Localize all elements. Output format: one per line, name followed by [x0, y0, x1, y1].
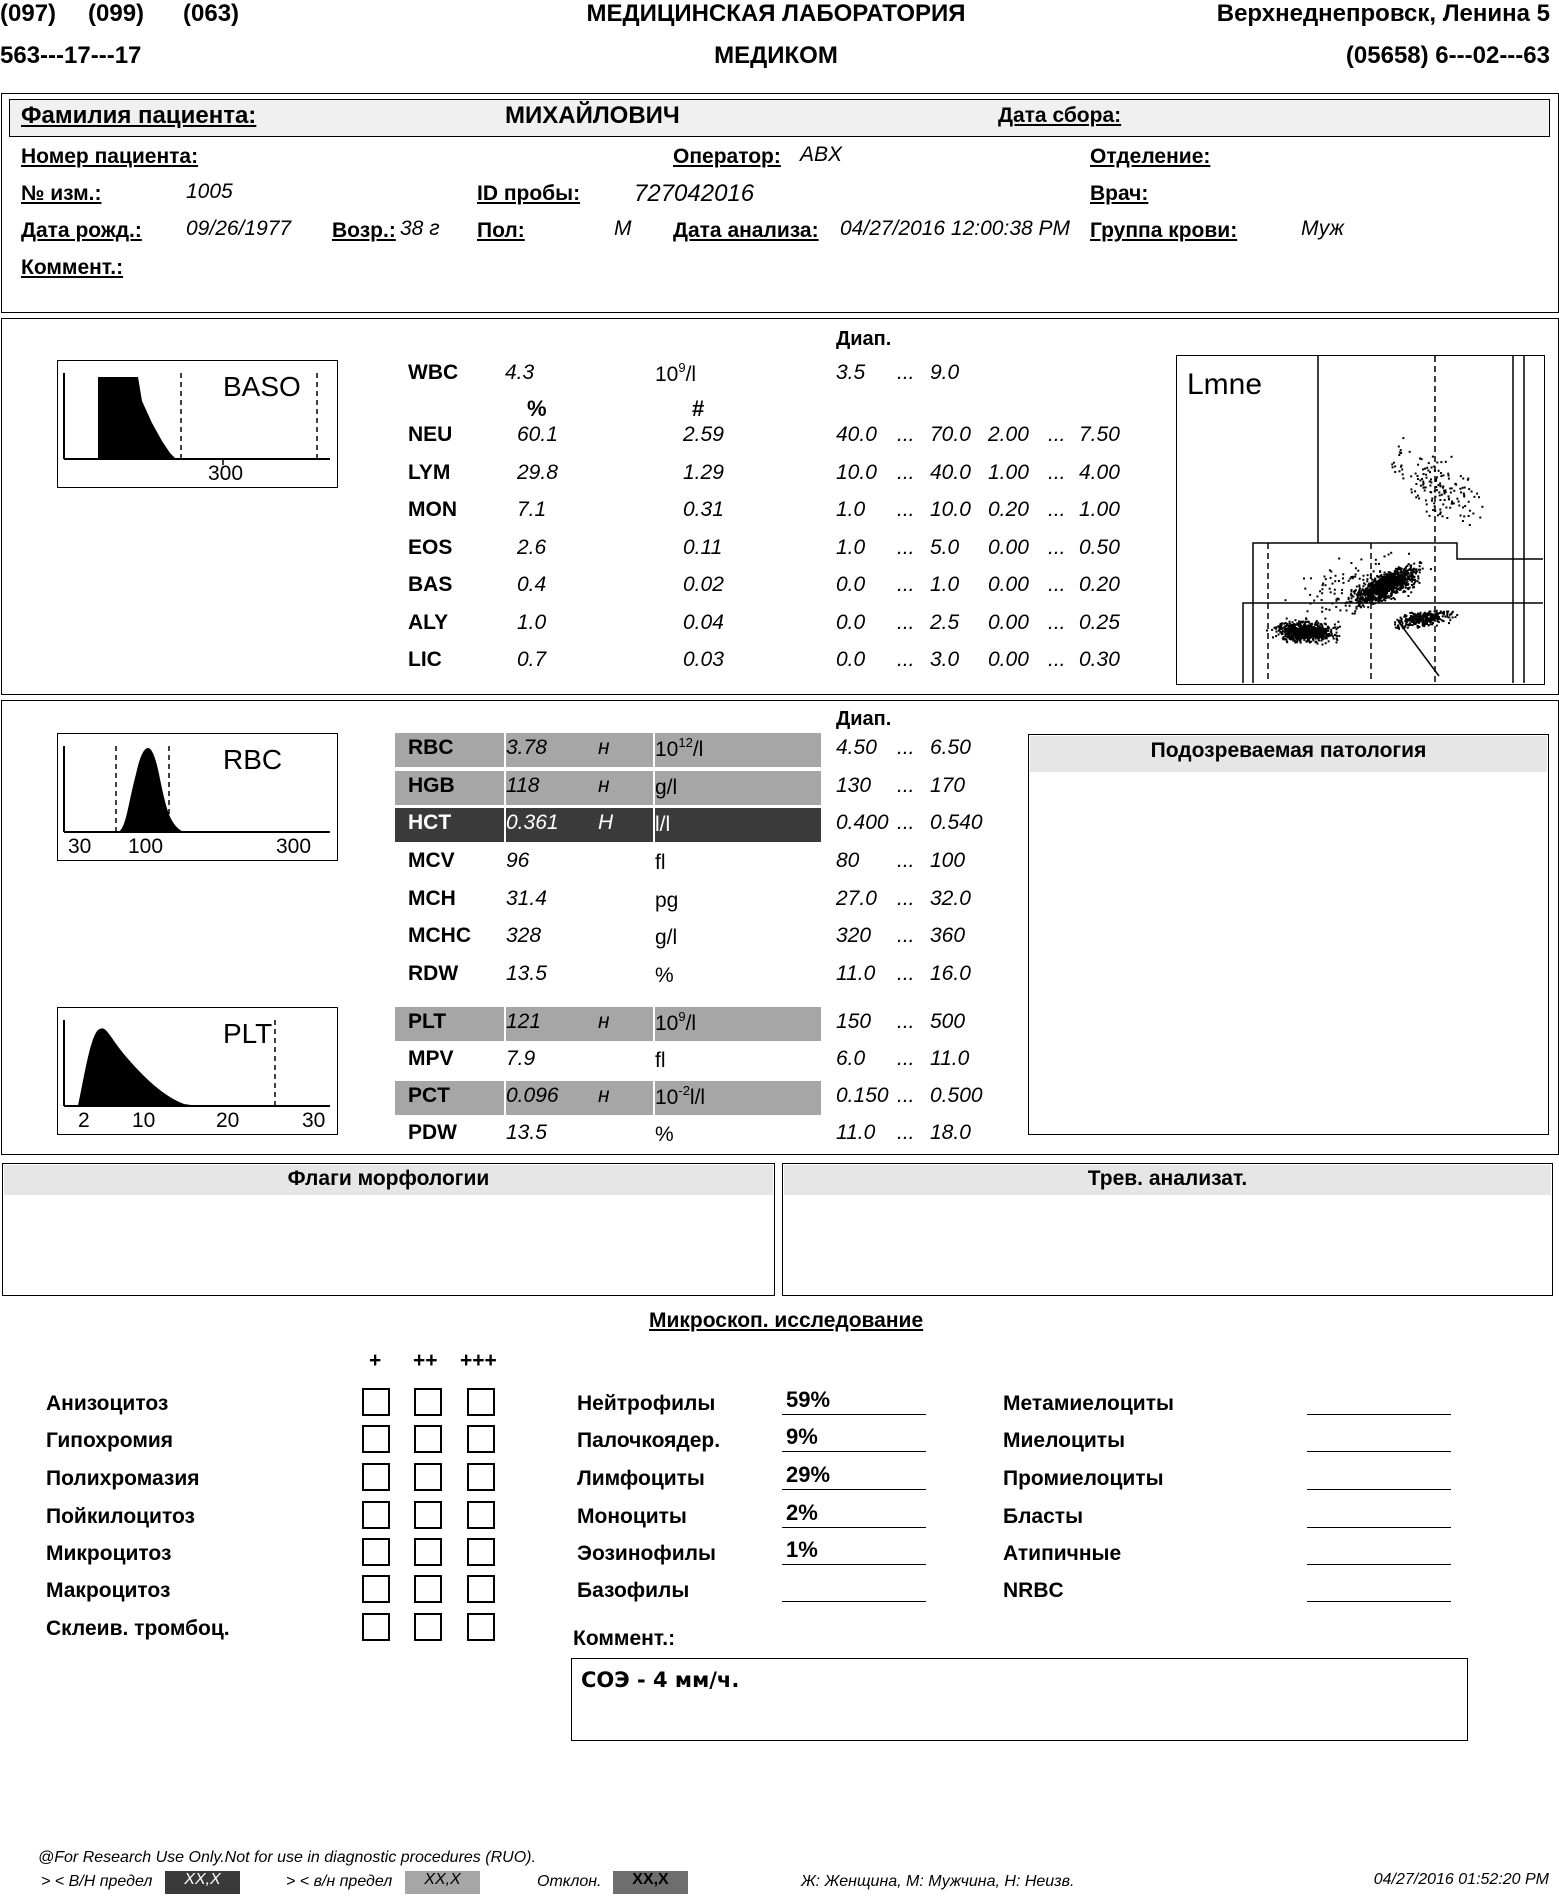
- cell-count-line: [1307, 1451, 1451, 1452]
- diff-range-pct-high: 10.0: [930, 498, 971, 521]
- phone-number-right: (05658) 6---02---63: [1345, 42, 1550, 69]
- param-unit: pg: [655, 889, 679, 912]
- diff-absolute: 0.11: [683, 536, 723, 559]
- diff-percent: 29.8: [517, 461, 558, 484]
- param-name: MCV: [408, 849, 455, 872]
- wbc-range-low: 3.5: [836, 361, 866, 384]
- param-range-low: 6.0: [836, 1047, 866, 1070]
- param-name: MCHC: [408, 924, 471, 947]
- cell-count-line: [1307, 1601, 1451, 1602]
- diff-absolute: 0.31: [683, 498, 724, 521]
- param-unit: g/l: [655, 926, 678, 949]
- param-range-low: 150: [836, 1010, 872, 1033]
- cell-count-line: [1307, 1527, 1451, 1528]
- range-dots: ...: [897, 648, 915, 671]
- diff-name: NEU: [408, 423, 453, 446]
- baso-histogram-tick: 300: [208, 462, 244, 485]
- cell-count-label: Атипичные: [1003, 1542, 1122, 1565]
- diff-range-pct-low: 0.0: [836, 573, 866, 596]
- diff-range-pct-low: 40.0: [836, 423, 877, 446]
- param-flag: н: [598, 1010, 610, 1033]
- param-range-low: 4.50: [836, 736, 877, 759]
- grade-checkbox[interactable]: [467, 1501, 495, 1529]
- wbc-range-header: Диап.: [836, 328, 892, 350]
- diff-absolute: 0.04: [683, 611, 724, 634]
- diff-absolute: 0.02: [683, 573, 724, 596]
- diff-range-pct-low: 0.0: [836, 611, 866, 634]
- param-range-high: 100: [930, 849, 966, 872]
- phone-code-2: (099): [88, 0, 145, 27]
- cell-count-label: Миелоциты: [1003, 1429, 1126, 1452]
- grade-checkbox[interactable]: [467, 1463, 495, 1491]
- surname-label: Фамилия пациента:: [21, 102, 257, 129]
- grade-checkbox[interactable]: [362, 1425, 390, 1453]
- legend-deviation-sample: XX,X: [613, 1871, 688, 1894]
- operator-label: Оператор:: [673, 145, 781, 168]
- param-unit: %: [655, 964, 674, 987]
- cell-count-value: 9%: [786, 1424, 818, 1449]
- rbc-tick: 300: [276, 835, 312, 858]
- morphology-label: Микроцитоз: [46, 1542, 172, 1565]
- range-dots: ...: [897, 611, 915, 634]
- param-unit: g/l: [655, 776, 678, 799]
- micro-comment-value: СОЭ - 4 мм/ч.: [581, 1668, 740, 1692]
- measurement-number-label: № изм.:: [21, 182, 102, 205]
- wbc-range-high: 9.0: [930, 361, 960, 384]
- cell-count-line: [1307, 1489, 1451, 1490]
- range-dots: ...: [1048, 611, 1066, 634]
- micro-comment-label: Коммент.:: [573, 1627, 676, 1650]
- diff-range-pct-low: 1.0: [836, 536, 866, 559]
- lmne-scatter-label: Lmne: [1187, 368, 1263, 401]
- param-name: PLT: [408, 1010, 447, 1033]
- wbc-name: WBC: [408, 361, 459, 384]
- diff-name: BAS: [408, 573, 453, 596]
- param-value: 96: [506, 849, 530, 872]
- diff-range-pct-high: 5.0: [930, 536, 960, 559]
- param-name: HGB: [408, 774, 455, 797]
- param-range-low: 80: [836, 849, 860, 872]
- diff-percent: 0.7: [517, 648, 547, 671]
- range-dots: ...: [1048, 423, 1066, 446]
- age-label: Возр.:: [332, 219, 396, 242]
- legend-deviation-label: Отклон.: [537, 1873, 602, 1890]
- param-range-high: 0.540: [930, 811, 983, 834]
- diff-absolute: 2.59: [683, 423, 724, 446]
- diff-range-abs-high: 0.30: [1079, 648, 1120, 671]
- param-flag: н: [598, 774, 610, 797]
- param-range-low: 320: [836, 924, 872, 947]
- param-range-low: 0.400: [836, 811, 889, 834]
- diff-range-pct-low: 10.0: [836, 461, 877, 484]
- diff-range-abs-high: 0.25: [1079, 611, 1120, 634]
- cell-count-value: 2%: [786, 1500, 818, 1525]
- grade-header-plus2: ++: [413, 1349, 438, 1372]
- cell-count-label: Промиелоциты: [1003, 1467, 1164, 1490]
- morphology-label: Склеив. тромбоц.: [46, 1617, 230, 1640]
- grade-checkbox[interactable]: [467, 1613, 495, 1641]
- cell-count-label: Нейтрофилы: [577, 1392, 716, 1415]
- range-dots: ...: [1048, 573, 1066, 596]
- cell-count-line: [782, 1451, 926, 1452]
- param-range-low: 11.0: [836, 962, 876, 985]
- doctor-label: Врач:: [1090, 182, 1149, 205]
- plt-tick: 2: [78, 1109, 90, 1132]
- abs-header: #: [692, 396, 705, 421]
- cell-count-line: [1307, 1414, 1451, 1415]
- rbc-histogram-label: RBC: [223, 744, 283, 775]
- range-dots: ...: [1048, 461, 1066, 484]
- sample-id-label: ID пробы:: [477, 182, 581, 205]
- sex-value: М: [614, 217, 632, 240]
- suspected-pathology-title: Подозреваемая патология: [1030, 736, 1547, 772]
- scatter-dots: [1266, 437, 1483, 645]
- param-unit: $10^9/l$: [655, 1009, 697, 1035]
- morphology-label: Полихромазия: [46, 1467, 200, 1490]
- range-dots: ...: [897, 774, 915, 797]
- sex-label: Пол:: [477, 219, 525, 242]
- cell-count-label: Базофилы: [577, 1579, 690, 1602]
- plt-tick: 10: [132, 1109, 156, 1132]
- param-value: 121: [506, 1010, 542, 1033]
- lab-address: Верхнеднепровск, Ленина 5: [1216, 0, 1550, 27]
- cell-count-line: [782, 1527, 926, 1528]
- rbc-range-header: Диап.: [836, 708, 892, 730]
- grade-checkbox[interactable]: [362, 1463, 390, 1491]
- grade-header-plus: +: [369, 1349, 382, 1372]
- rbc-tick: 100: [128, 835, 164, 858]
- diff-name: ALY: [408, 611, 449, 634]
- grade-checkbox[interactable]: [467, 1388, 495, 1416]
- suspected-pathology-box: [1028, 734, 1549, 1135]
- diff-percent: 2.6: [517, 536, 547, 559]
- morphology-label: Пойкилоцитоз: [46, 1505, 195, 1528]
- birth-date-value: 09/26/1977: [186, 217, 292, 240]
- range-dots: ...: [897, 924, 915, 947]
- analysis-date-label: Дата анализа:: [673, 219, 819, 242]
- range-dots: ...: [897, 849, 915, 872]
- param-flag: н: [598, 736, 610, 759]
- param-range-high: 500: [930, 1010, 966, 1033]
- range-dots: ...: [897, 1047, 915, 1070]
- diff-name: EOS: [408, 536, 453, 559]
- blood-group-label: Группа крови:: [1090, 219, 1238, 242]
- legend-normal-label: > < в/н предел: [286, 1873, 393, 1890]
- cell-count-label: NRBC: [1003, 1579, 1064, 1602]
- print-timestamp: 04/27/2016 01:52:20 PM: [1373, 1871, 1549, 1888]
- diff-absolute: 1.29: [683, 461, 724, 484]
- param-unit: l/l: [655, 813, 671, 836]
- cell-count-line: [782, 1489, 926, 1490]
- grade-checkbox[interactable]: [414, 1388, 442, 1416]
- lmne-scatter-plot: [1176, 355, 1545, 685]
- diff-range-abs-low: 2.00: [988, 423, 1029, 446]
- diff-range-pct-high: 40.0: [930, 461, 971, 484]
- param-range-high: 11.0: [930, 1047, 970, 1070]
- range-dots: ...: [897, 1121, 915, 1144]
- param-range-high: 18.0: [930, 1121, 971, 1144]
- grade-checkbox[interactable]: [414, 1613, 442, 1641]
- diff-range-pct-low: 1.0: [836, 498, 866, 521]
- grade-checkbox[interactable]: [414, 1575, 442, 1603]
- diff-name: MON: [408, 498, 457, 521]
- param-value: 13.5: [506, 1121, 547, 1144]
- range-dots: ...: [1048, 536, 1066, 559]
- diff-range-abs-low: 0.00: [988, 611, 1029, 634]
- plt-histogram-label: PLT: [223, 1018, 273, 1049]
- grade-header-plus3: +++: [460, 1349, 497, 1372]
- range-dots: ...: [897, 498, 915, 521]
- param-value: 7.9: [506, 1047, 536, 1070]
- diff-percent: 1.0: [517, 611, 547, 634]
- grade-checkbox[interactable]: [414, 1463, 442, 1491]
- param-name: PDW: [408, 1121, 457, 1144]
- range-dots: ...: [897, 536, 915, 559]
- legend-normal-sample: XX,X: [405, 1871, 480, 1894]
- birth-date-label: Дата рожд.:: [21, 219, 142, 242]
- diff-range-abs-high: 0.50: [1079, 536, 1120, 559]
- grade-checkbox[interactable]: [362, 1575, 390, 1603]
- legend-critical-label: > < В/Н предел: [41, 1873, 153, 1890]
- grade-checkbox[interactable]: [362, 1613, 390, 1641]
- legend-critical-sample: XX,X: [165, 1871, 240, 1894]
- diff-percent: 0.4: [517, 573, 547, 596]
- param-name: RDW: [408, 962, 459, 985]
- cell-count-label: Лимфоциты: [577, 1467, 705, 1490]
- param-name: MPV: [408, 1047, 454, 1070]
- sex-legend: Ж: Женщина, М: Мужчина, Н: Неизв.: [801, 1873, 1075, 1890]
- param-range-low: 11.0: [836, 1121, 876, 1144]
- diff-name: LIC: [408, 648, 442, 671]
- param-value: 328: [506, 924, 542, 947]
- param-value: 0.096: [506, 1084, 559, 1107]
- param-range-low: 130: [836, 774, 872, 797]
- operator-value: ABX: [800, 143, 843, 166]
- param-range-high: 170: [930, 774, 966, 797]
- age-value: 38 г: [400, 217, 440, 240]
- morphology-flags-title: Флаги морфологии: [4, 1165, 773, 1195]
- microscopy-title: Микроскоп. исследование: [649, 1309, 924, 1332]
- range-dots: ...: [897, 423, 915, 446]
- range-dots: ...: [1048, 648, 1066, 671]
- plt-tick: 30: [302, 1109, 326, 1132]
- surname-value: МИХАЙЛОВИЧ: [505, 102, 680, 129]
- param-range-low: 0.150: [836, 1084, 889, 1107]
- param-name: RBC: [408, 736, 454, 759]
- phone-number-left: 563---17---17: [0, 42, 142, 69]
- grade-checkbox[interactable]: [362, 1388, 390, 1416]
- diff-range-abs-low: 0.00: [988, 648, 1029, 671]
- param-unit: %: [655, 1123, 674, 1146]
- diff-range-abs-low: 0.00: [988, 573, 1029, 596]
- range-dots: ...: [897, 1084, 915, 1107]
- plt-tick: 20: [216, 1109, 240, 1132]
- grade-checkbox[interactable]: [467, 1538, 495, 1566]
- grade-checkbox[interactable]: [414, 1425, 442, 1453]
- param-range-high: 6.50: [930, 736, 971, 759]
- diff-range-pct-high: 70.0: [930, 423, 971, 446]
- analysis-date-value: 04/27/2016 12:00:38 PM: [840, 217, 1071, 240]
- comment-label: Коммент.:: [21, 256, 124, 279]
- param-value: 118: [506, 774, 540, 797]
- lab-name: МЕДИКОМ: [714, 42, 838, 69]
- patient-number-label: Номер пациента:: [21, 145, 199, 168]
- wbc-unit: $10^9/l$: [655, 360, 697, 386]
- morphology-label: Макроцитоз: [46, 1579, 171, 1602]
- param-unit: fl: [655, 851, 666, 874]
- param-value: 13.5: [506, 962, 547, 985]
- collect-date-label: Дата сбора:: [998, 104, 1122, 127]
- param-name: HCT: [408, 811, 452, 834]
- diff-range-abs-low: 1.00: [988, 461, 1029, 484]
- cell-count-label: Моноциты: [577, 1505, 687, 1528]
- cell-count-line: [1307, 1564, 1451, 1565]
- pct-header: %: [527, 396, 547, 421]
- cell-count-line: [782, 1414, 926, 1415]
- range-dots: ...: [1048, 498, 1066, 521]
- param-range-high: 0.500: [930, 1084, 983, 1107]
- range-dots: ...: [897, 736, 915, 759]
- blood-group-value: Муж: [1301, 217, 1344, 240]
- baso-histogram-label: BASO: [223, 371, 301, 402]
- range-dots: ...: [897, 962, 915, 985]
- phone-code-3: (063): [183, 0, 240, 27]
- grade-checkbox[interactable]: [414, 1538, 442, 1566]
- wbc-range-dots: ...: [897, 361, 915, 384]
- param-unit: $10^{12}/l$: [655, 735, 704, 761]
- range-dots: ...: [897, 811, 915, 834]
- grade-checkbox[interactable]: [414, 1501, 442, 1529]
- baso-histogram: [57, 360, 338, 488]
- diff-range-abs-high: 7.50: [1079, 423, 1120, 446]
- param-unit: $10^{-2}l/l$: [655, 1083, 706, 1109]
- grade-checkbox[interactable]: [362, 1501, 390, 1529]
- wbc-value: 4.3: [505, 361, 535, 384]
- cell-count-label: Метамиелоциты: [1003, 1392, 1174, 1415]
- param-unit: fl: [655, 1049, 666, 1072]
- rbc-tick: 30: [68, 835, 92, 858]
- department-label: Отделение:: [1090, 145, 1211, 168]
- measurement-number-value: 1005: [186, 180, 233, 203]
- diff-range-abs-high: 1.00: [1079, 498, 1120, 521]
- param-flag: Н: [598, 811, 614, 834]
- phone-code-1: (097): [0, 0, 57, 27]
- param-range-high: 360: [930, 924, 966, 947]
- diff-percent: 60.1: [517, 423, 558, 446]
- param-name: PCT: [408, 1084, 450, 1107]
- cell-count-line: [782, 1564, 926, 1565]
- grade-checkbox[interactable]: [362, 1538, 390, 1566]
- plt-histogram: [57, 1007, 338, 1135]
- param-range-high: 32.0: [930, 887, 971, 910]
- param-range-low: 27.0: [836, 887, 877, 910]
- range-dots: ...: [897, 1010, 915, 1033]
- cell-count-line: [782, 1601, 926, 1602]
- range-dots: ...: [897, 573, 915, 596]
- ruo-notice: @For Research Use Only.Not for use in diagnostic procedures (RUO).: [38, 1849, 536, 1866]
- param-range-high: 16.0: [930, 962, 971, 985]
- cell-count-label: Бласты: [1003, 1505, 1084, 1528]
- diff-percent: 7.1: [517, 498, 547, 521]
- sample-id-value: 727042016: [634, 180, 755, 207]
- cell-count-value: 29%: [786, 1462, 831, 1487]
- analyzer-flags-title: Трев. анализат.: [784, 1165, 1551, 1195]
- diff-range-pct-low: 0.0: [836, 648, 866, 671]
- diff-range-pct-high: 1.0: [930, 573, 960, 596]
- cell-count-value: 59%: [786, 1387, 831, 1412]
- morphology-label: Гипохромия: [46, 1429, 174, 1452]
- diff-range-pct-high: 3.0: [930, 648, 960, 671]
- diff-range-abs-low: 0.20: [988, 498, 1029, 521]
- cell-count-label: Палочкоядер.: [577, 1429, 721, 1452]
- param-name: MCH: [408, 887, 456, 910]
- rbc-histogram: [57, 733, 338, 861]
- diff-absolute: 0.03: [683, 648, 724, 671]
- param-value: 3.78: [506, 736, 547, 759]
- diff-range-abs-high: 4.00: [1079, 461, 1120, 484]
- grade-checkbox[interactable]: [467, 1575, 495, 1603]
- lab-title: МЕДИЦИНСКАЯ ЛАБОРАТОРИЯ: [586, 0, 966, 27]
- diff-range-abs-high: 0.20: [1079, 573, 1120, 596]
- param-value: 0.361: [506, 811, 559, 834]
- diff-range-abs-low: 0.00: [988, 536, 1029, 559]
- diff-range-pct-high: 2.5: [930, 611, 960, 634]
- range-dots: ...: [897, 461, 915, 484]
- grade-checkbox[interactable]: [467, 1425, 495, 1453]
- cell-count-value: 1%: [786, 1537, 818, 1562]
- param-flag: н: [598, 1084, 610, 1107]
- param-value: 31.4: [506, 887, 547, 910]
- diff-name: LYM: [408, 461, 451, 484]
- range-dots: ...: [897, 887, 915, 910]
- cell-count-label: Эозинофилы: [577, 1542, 716, 1565]
- morphology-label: Анизоцитоз: [46, 1392, 169, 1415]
